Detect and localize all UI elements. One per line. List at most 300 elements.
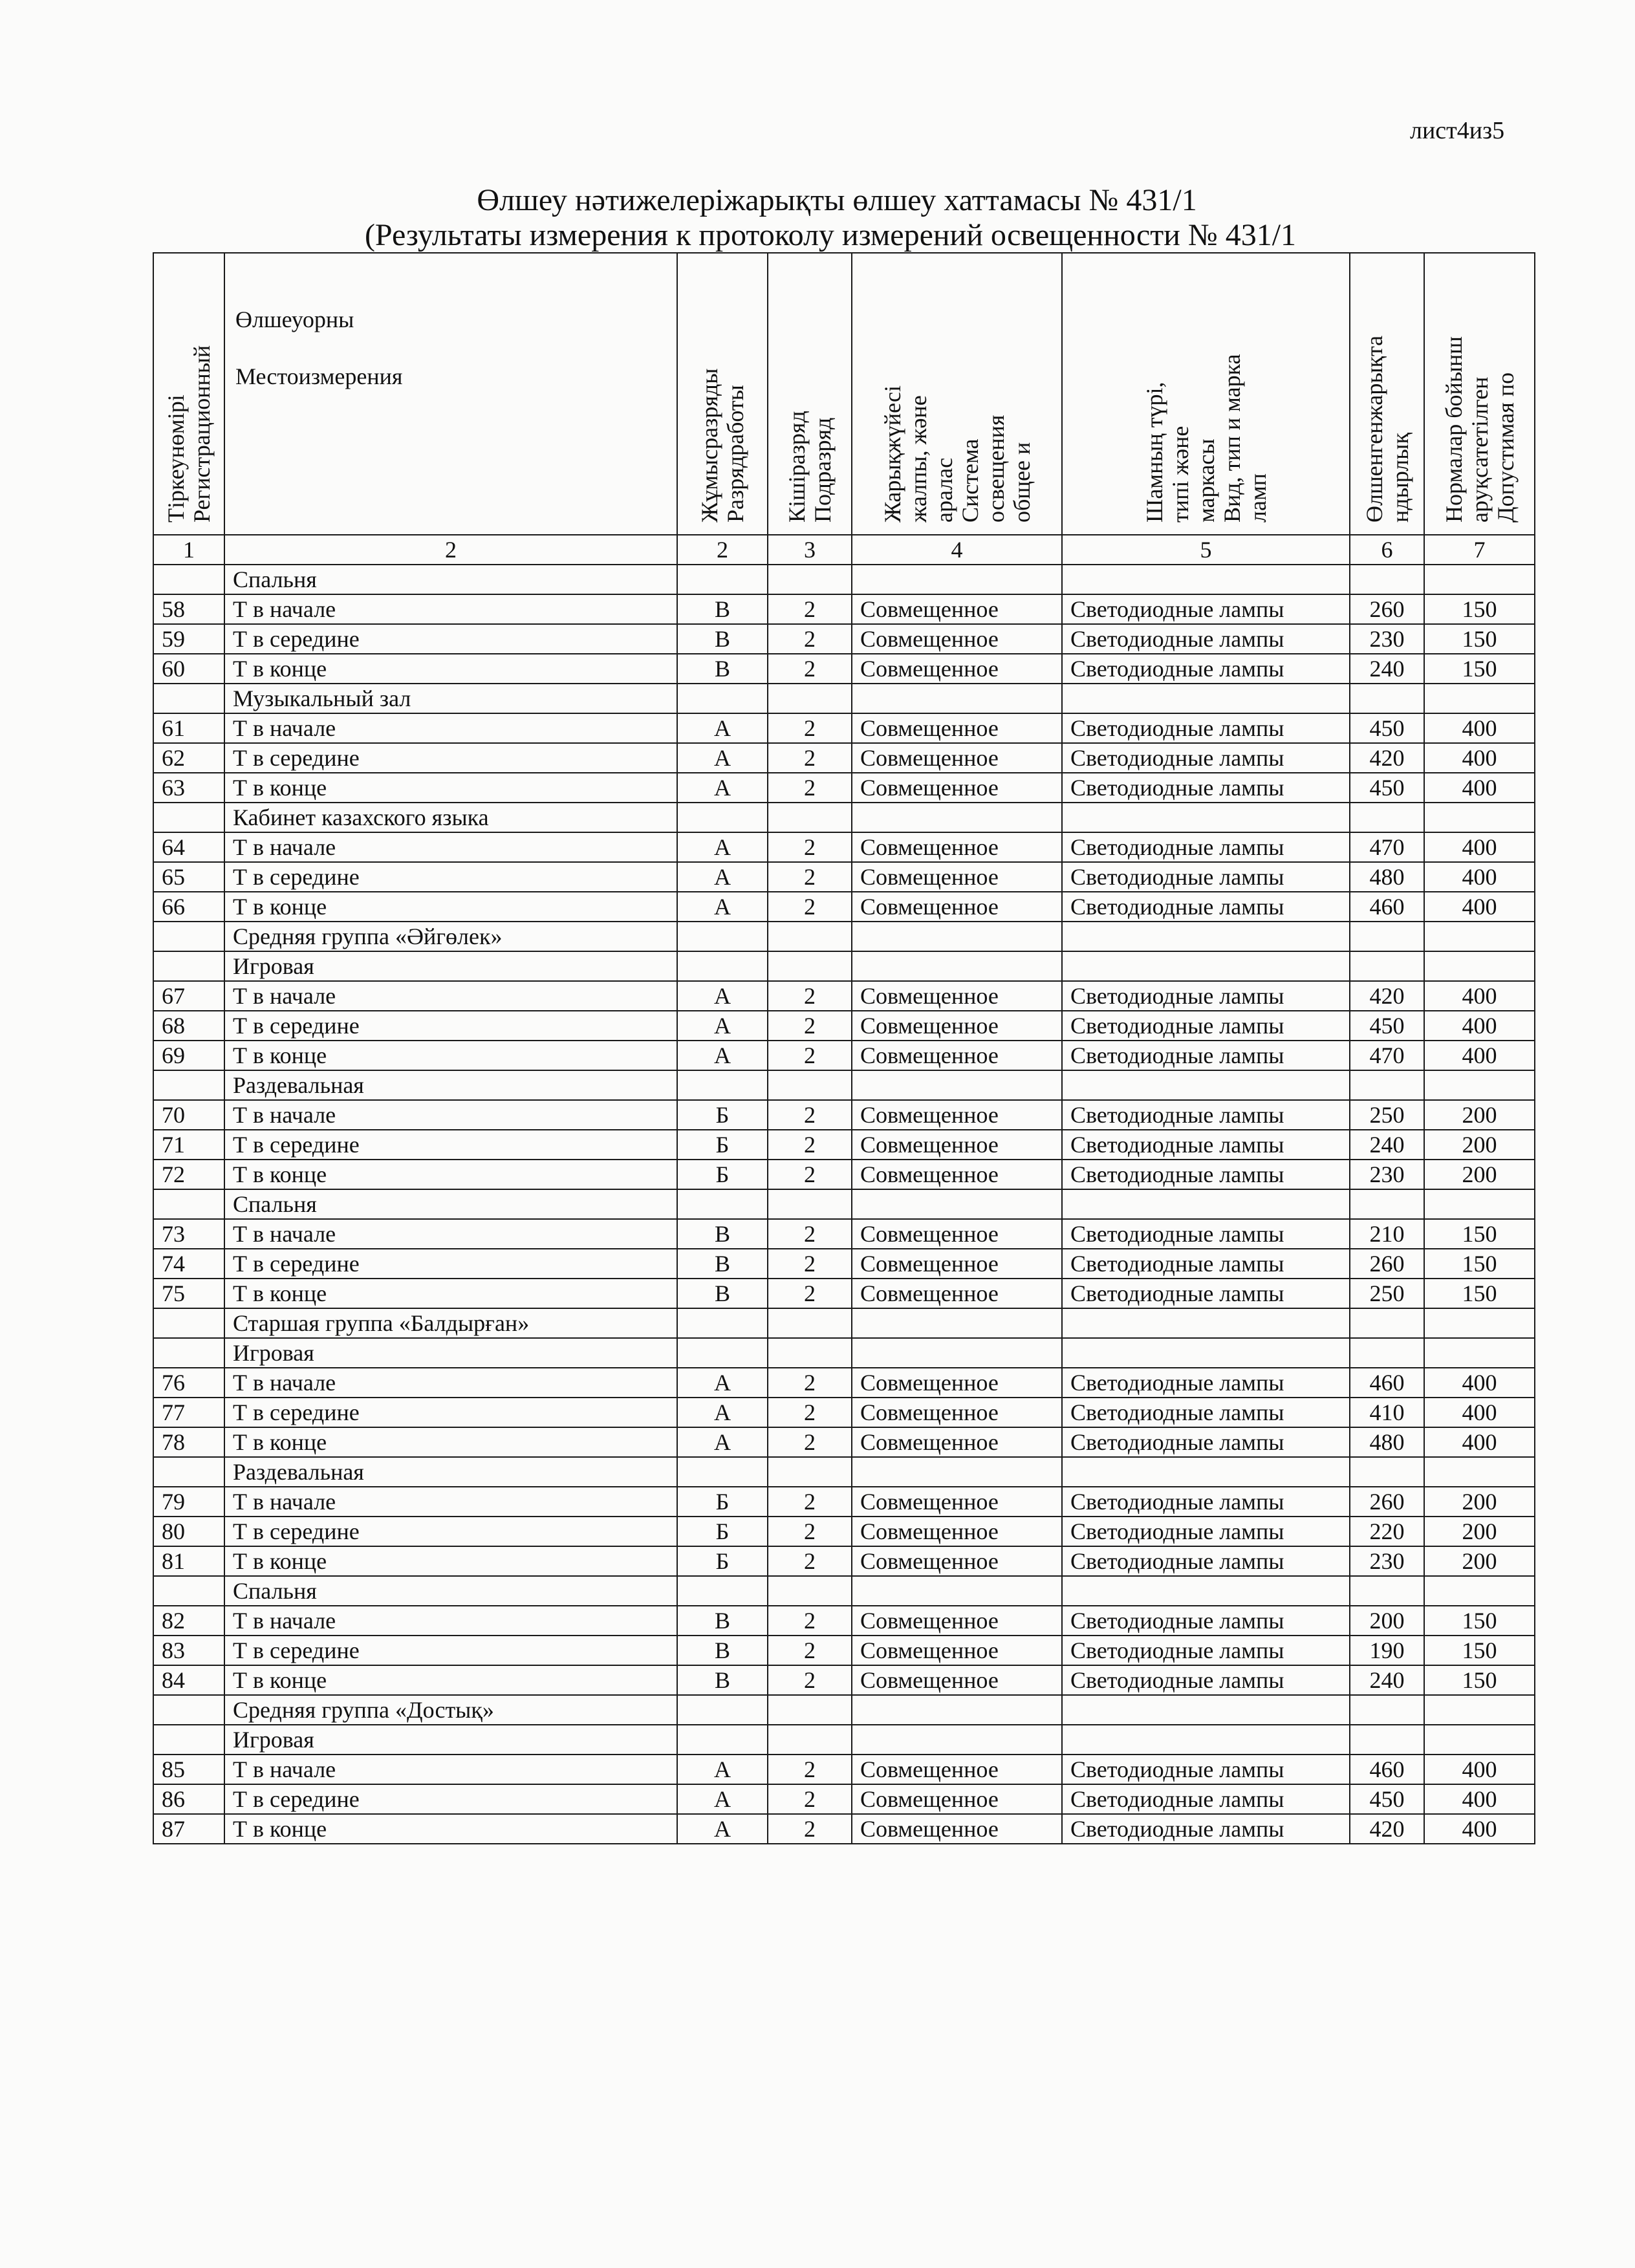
empty-cell bbox=[1350, 684, 1424, 713]
section-title: Раздевальная bbox=[224, 1070, 677, 1100]
empty-cell bbox=[153, 951, 224, 981]
work-category-cell: А bbox=[677, 832, 768, 862]
subcategory-cell: 2 bbox=[768, 1368, 852, 1398]
work-category-cell: В bbox=[677, 654, 768, 684]
reg-number-cell: 87 bbox=[153, 1814, 224, 1844]
empty-cell bbox=[1350, 1725, 1424, 1755]
table-row bbox=[153, 892, 1535, 922]
subcategory-cell: 2 bbox=[768, 1546, 852, 1576]
place-cell: Т в конце bbox=[224, 1546, 677, 1576]
norm-value-cell: 200 bbox=[1424, 1100, 1535, 1130]
measured-value-cell: 210 bbox=[1350, 1219, 1424, 1249]
empty-cell bbox=[768, 1695, 852, 1725]
place-cell: Т в начале bbox=[224, 1100, 677, 1130]
section-row bbox=[153, 922, 1535, 951]
empty-cell bbox=[768, 1576, 852, 1606]
empty-cell bbox=[1350, 951, 1424, 981]
empty-cell bbox=[1062, 1070, 1350, 1100]
reg-number-cell: 84 bbox=[153, 1665, 224, 1695]
section-row bbox=[153, 1189, 1535, 1219]
empty-cell bbox=[1350, 1308, 1424, 1338]
empty-cell bbox=[1424, 1457, 1535, 1487]
empty-cell bbox=[1062, 684, 1350, 713]
measured-value-cell: 450 bbox=[1350, 1011, 1424, 1041]
empty-cell bbox=[1350, 1338, 1424, 1368]
subcategory-cell: 2 bbox=[768, 981, 852, 1011]
measured-value-cell: 250 bbox=[1350, 1100, 1424, 1130]
place-cell: Т в начале bbox=[224, 713, 677, 743]
empty-cell bbox=[852, 1725, 1062, 1755]
lighting-system-cell: Совмещенное bbox=[852, 1160, 1062, 1189]
empty-cell bbox=[153, 565, 224, 594]
table-row bbox=[153, 1606, 1535, 1636]
norm-value-cell: 400 bbox=[1424, 862, 1535, 892]
lamp-type-cell: Светодиодные лампы bbox=[1062, 1814, 1350, 1844]
measured-value-cell: 240 bbox=[1350, 654, 1424, 684]
reg-number-cell: 81 bbox=[153, 1546, 224, 1576]
reg-number-cell: 65 bbox=[153, 862, 224, 892]
empty-cell bbox=[768, 951, 852, 981]
empty-cell bbox=[677, 1189, 768, 1219]
col-number: 5 bbox=[1062, 535, 1350, 565]
lamp-type-cell: Светодиодные лампы bbox=[1062, 1517, 1350, 1546]
table-row bbox=[153, 743, 1535, 773]
empty-cell bbox=[1424, 1576, 1535, 1606]
header-lighting-system: Жарықжүйесі жалпы, және аралас Система освещения общее и bbox=[852, 253, 1062, 535]
measured-value-cell: 260 bbox=[1350, 1249, 1424, 1279]
table-row bbox=[153, 624, 1535, 654]
subcategory-cell: 2 bbox=[768, 1517, 852, 1546]
place-cell: Т в середине bbox=[224, 1130, 677, 1160]
empty-cell bbox=[677, 1576, 768, 1606]
measured-value-cell: 230 bbox=[1350, 1160, 1424, 1189]
section-row bbox=[153, 1070, 1535, 1100]
norm-value-cell: 400 bbox=[1424, 1041, 1535, 1070]
section-title: Раздевальная bbox=[224, 1457, 677, 1487]
empty-cell bbox=[768, 922, 852, 951]
table-row bbox=[153, 654, 1535, 684]
empty-cell bbox=[1062, 1457, 1350, 1487]
work-category-cell: Б bbox=[677, 1517, 768, 1546]
empty-cell bbox=[677, 1725, 768, 1755]
reg-number-cell: 60 bbox=[153, 654, 224, 684]
empty-cell bbox=[768, 565, 852, 594]
empty-cell bbox=[768, 684, 852, 713]
empty-cell bbox=[153, 922, 224, 951]
lamp-type-cell: Светодиодные лампы bbox=[1062, 594, 1350, 624]
lighting-system-cell: Совмещенное bbox=[852, 1636, 1062, 1665]
lamp-type-cell: Светодиодные лампы bbox=[1062, 654, 1350, 684]
header-reg-number: Тіркеунөмірі Регистрационный bbox=[153, 253, 224, 535]
lamp-type-cell: Светодиодные лампы bbox=[1062, 832, 1350, 862]
empty-cell bbox=[852, 565, 1062, 594]
header-subcategory: Кішіразряд Подразряд bbox=[768, 253, 852, 535]
section-title: Спальня bbox=[224, 565, 677, 594]
measured-value-cell: 460 bbox=[1350, 892, 1424, 922]
table-row bbox=[153, 1517, 1535, 1546]
empty-cell bbox=[1424, 922, 1535, 951]
lamp-type-cell: Светодиодные лампы bbox=[1062, 1636, 1350, 1665]
col-number: 1 bbox=[153, 535, 224, 565]
empty-cell bbox=[768, 1725, 852, 1755]
place-cell: Т в конце bbox=[224, 1814, 677, 1844]
header-row bbox=[153, 253, 1535, 535]
place-cell: Т в начале bbox=[224, 1219, 677, 1249]
lamp-type-cell: Светодиодные лампы bbox=[1062, 981, 1350, 1011]
section-title: Средняя группа «Достық» bbox=[224, 1695, 677, 1725]
empty-cell bbox=[852, 1695, 1062, 1725]
empty-cell bbox=[852, 922, 1062, 951]
section-row bbox=[153, 1457, 1535, 1487]
lamp-type-cell: Светодиодные лампы bbox=[1062, 624, 1350, 654]
norm-value-cell: 400 bbox=[1424, 832, 1535, 862]
table-row bbox=[153, 1665, 1535, 1695]
norm-value-cell: 200 bbox=[1424, 1517, 1535, 1546]
empty-cell bbox=[153, 1189, 224, 1219]
measured-value-cell: 260 bbox=[1350, 594, 1424, 624]
norm-value-cell: 400 bbox=[1424, 743, 1535, 773]
place-cell: Т в середине bbox=[224, 624, 677, 654]
work-category-cell: Б bbox=[677, 1130, 768, 1160]
empty-cell bbox=[768, 1457, 852, 1487]
empty-cell bbox=[153, 1457, 224, 1487]
work-category-cell: А bbox=[677, 1041, 768, 1070]
table-row bbox=[153, 1130, 1535, 1160]
measured-value-cell: 480 bbox=[1350, 1427, 1424, 1457]
place-cell: Т в середине bbox=[224, 862, 677, 892]
work-category-cell: А bbox=[677, 862, 768, 892]
empty-cell bbox=[1424, 1725, 1535, 1755]
work-category-cell: В bbox=[677, 1636, 768, 1665]
norm-value-cell: 200 bbox=[1424, 1546, 1535, 1576]
empty-cell bbox=[677, 803, 768, 832]
work-category-cell: В bbox=[677, 624, 768, 654]
reg-number-cell: 77 bbox=[153, 1398, 224, 1427]
lighting-system-cell: Совмещенное bbox=[852, 1784, 1062, 1814]
subcategory-cell: 2 bbox=[768, 832, 852, 862]
reg-number-cell: 58 bbox=[153, 594, 224, 624]
measured-value-cell: 220 bbox=[1350, 1517, 1424, 1546]
lighting-system-cell: Совмещенное bbox=[852, 1487, 1062, 1517]
section-row bbox=[153, 1725, 1535, 1755]
work-category-cell: В bbox=[677, 1279, 768, 1308]
empty-cell bbox=[153, 1338, 224, 1368]
subcategory-cell: 2 bbox=[768, 1784, 852, 1814]
table-row bbox=[153, 1546, 1535, 1576]
lighting-system-cell: Совмещенное bbox=[852, 1100, 1062, 1130]
work-category-cell: А bbox=[677, 1784, 768, 1814]
norm-value-cell: 400 bbox=[1424, 1784, 1535, 1814]
col-number: 6 bbox=[1350, 535, 1424, 565]
section-row bbox=[153, 1338, 1535, 1368]
empty-cell bbox=[852, 1308, 1062, 1338]
table-row bbox=[153, 1636, 1535, 1665]
empty-cell bbox=[1062, 1338, 1350, 1368]
work-category-cell: А bbox=[677, 1368, 768, 1398]
table-row bbox=[153, 1784, 1535, 1814]
table-row bbox=[153, 832, 1535, 862]
reg-number-cell: 82 bbox=[153, 1606, 224, 1636]
work-category-cell: А bbox=[677, 773, 768, 803]
work-category-cell: В bbox=[677, 1665, 768, 1695]
place-cell: Т в начале bbox=[224, 594, 677, 624]
reg-number-cell: 71 bbox=[153, 1130, 224, 1160]
reg-number-cell: 74 bbox=[153, 1249, 224, 1279]
subcategory-cell: 2 bbox=[768, 862, 852, 892]
subcategory-cell: 2 bbox=[768, 892, 852, 922]
empty-cell bbox=[768, 1189, 852, 1219]
lamp-type-cell: Светодиодные лампы bbox=[1062, 1606, 1350, 1636]
lighting-system-cell: Совмещенное bbox=[852, 1041, 1062, 1070]
norm-value-cell: 150 bbox=[1424, 594, 1535, 624]
measured-value-cell: 450 bbox=[1350, 713, 1424, 743]
lighting-system-cell: Совмещенное bbox=[852, 713, 1062, 743]
empty-cell bbox=[768, 1308, 852, 1338]
lighting-system-cell: Совмещенное bbox=[852, 892, 1062, 922]
norm-value-cell: 400 bbox=[1424, 1368, 1535, 1398]
place-cell: Т в конце bbox=[224, 773, 677, 803]
empty-cell bbox=[677, 1457, 768, 1487]
empty-cell bbox=[852, 1070, 1062, 1100]
empty-cell bbox=[1062, 565, 1350, 594]
lighting-system-cell: Совмещенное bbox=[852, 1130, 1062, 1160]
reg-number-cell: 75 bbox=[153, 1279, 224, 1308]
norm-value-cell: 400 bbox=[1424, 1011, 1535, 1041]
lighting-system-cell: Совмещенное bbox=[852, 743, 1062, 773]
table-row bbox=[153, 981, 1535, 1011]
reg-number-cell: 64 bbox=[153, 832, 224, 862]
lamp-type-cell: Светодиодные лампы bbox=[1062, 1100, 1350, 1130]
lamp-type-cell: Светодиодные лампы bbox=[1062, 1427, 1350, 1457]
measured-value-cell: 460 bbox=[1350, 1368, 1424, 1398]
empty-cell bbox=[1350, 1457, 1424, 1487]
table-row bbox=[153, 1755, 1535, 1784]
lamp-type-cell: Светодиодные лампы bbox=[1062, 1219, 1350, 1249]
lighting-system-cell: Совмещенное bbox=[852, 1755, 1062, 1784]
norm-value-cell: 400 bbox=[1424, 1398, 1535, 1427]
section-row bbox=[153, 684, 1535, 713]
measured-value-cell: 230 bbox=[1350, 624, 1424, 654]
subcategory-cell: 2 bbox=[768, 1427, 852, 1457]
lighting-system-cell: Совмещенное bbox=[852, 773, 1062, 803]
table-body bbox=[153, 565, 1535, 1844]
empty-cell bbox=[1424, 1338, 1535, 1368]
norm-value-cell: 200 bbox=[1424, 1130, 1535, 1160]
lighting-system-cell: Совмещенное bbox=[852, 1398, 1062, 1427]
subcategory-cell: 2 bbox=[768, 773, 852, 803]
lamp-type-cell: Светодиодные лампы bbox=[1062, 1398, 1350, 1427]
norm-value-cell: 150 bbox=[1424, 1665, 1535, 1695]
empty-cell bbox=[153, 1070, 224, 1100]
place-cell: Т в начале bbox=[224, 832, 677, 862]
reg-number-cell: 80 bbox=[153, 1517, 224, 1546]
subcategory-cell: 2 bbox=[768, 1487, 852, 1517]
lamp-type-cell: Светодиодные лампы bbox=[1062, 743, 1350, 773]
title-russian: (Результаты измерения к протоколу измерений освещенности № 431/1 bbox=[364, 218, 1297, 252]
empty-cell bbox=[1062, 951, 1350, 981]
place-cell: Т в конце bbox=[224, 1279, 677, 1308]
table-row bbox=[153, 1814, 1535, 1844]
subcategory-cell: 2 bbox=[768, 1041, 852, 1070]
subcategory-cell: 2 bbox=[768, 1011, 852, 1041]
reg-number-cell: 85 bbox=[153, 1755, 224, 1784]
work-category-cell: А bbox=[677, 892, 768, 922]
norm-value-cell: 150 bbox=[1424, 1279, 1535, 1308]
work-category-cell: А bbox=[677, 713, 768, 743]
measured-value-cell: 240 bbox=[1350, 1665, 1424, 1695]
measured-value-cell: 190 bbox=[1350, 1636, 1424, 1665]
empty-cell bbox=[1350, 1576, 1424, 1606]
empty-cell bbox=[677, 1338, 768, 1368]
subcategory-cell: 2 bbox=[768, 624, 852, 654]
subcategory-cell: 2 bbox=[768, 1279, 852, 1308]
empty-cell bbox=[677, 565, 768, 594]
measured-value-cell: 450 bbox=[1350, 1784, 1424, 1814]
lighting-system-cell: Совмещенное bbox=[852, 1219, 1062, 1249]
subcategory-cell: 2 bbox=[768, 1219, 852, 1249]
lamp-type-cell: Светодиодные лампы bbox=[1062, 892, 1350, 922]
lamp-type-cell: Светодиодные лампы bbox=[1062, 1041, 1350, 1070]
measured-value-cell: 410 bbox=[1350, 1398, 1424, 1427]
measured-value-cell: 470 bbox=[1350, 1041, 1424, 1070]
empty-cell bbox=[1062, 1576, 1350, 1606]
empty-cell bbox=[1062, 1308, 1350, 1338]
lighting-system-cell: Совмещенное bbox=[852, 1249, 1062, 1279]
section-title: Спальня bbox=[224, 1576, 677, 1606]
header-work-category: Жұмысразряды Разрядработы bbox=[677, 253, 768, 535]
work-category-cell: А bbox=[677, 1398, 768, 1427]
norm-value-cell: 400 bbox=[1424, 1427, 1535, 1457]
subcategory-cell: 2 bbox=[768, 1130, 852, 1160]
place-cell: Т в начале bbox=[224, 1368, 677, 1398]
header-measured: Өлшенгенжарықта ндырлық bbox=[1350, 253, 1424, 535]
measured-value-cell: 450 bbox=[1350, 773, 1424, 803]
measured-value-cell: 480 bbox=[1350, 862, 1424, 892]
table-row bbox=[153, 1427, 1535, 1457]
section-title: Спальня bbox=[224, 1189, 677, 1219]
subcategory-cell: 2 bbox=[768, 1398, 852, 1427]
place-cell: Т в середине bbox=[224, 1249, 677, 1279]
empty-cell bbox=[852, 1338, 1062, 1368]
work-category-cell: Б bbox=[677, 1487, 768, 1517]
section-row bbox=[153, 951, 1535, 981]
empty-cell bbox=[1350, 1070, 1424, 1100]
empty-cell bbox=[1062, 803, 1350, 832]
empty-cell bbox=[852, 1576, 1062, 1606]
place-cell: Т в середине bbox=[224, 1398, 677, 1427]
table-row bbox=[153, 1160, 1535, 1189]
norm-value-cell: 400 bbox=[1424, 892, 1535, 922]
reg-number-cell: 78 bbox=[153, 1427, 224, 1457]
lighting-system-cell: Совмещенное bbox=[852, 594, 1062, 624]
header-norm: Нормалар бойынш аруқсатетілген Допустимая по bbox=[1424, 253, 1535, 535]
empty-cell bbox=[153, 684, 224, 713]
empty-cell bbox=[1350, 1189, 1424, 1219]
measured-value-cell: 240 bbox=[1350, 1130, 1424, 1160]
norm-value-cell: 400 bbox=[1424, 1814, 1535, 1844]
section-row bbox=[153, 803, 1535, 832]
table-row bbox=[153, 1219, 1535, 1249]
lighting-system-cell: Совмещенное bbox=[852, 1814, 1062, 1844]
lighting-system-cell: Совмещенное bbox=[852, 654, 1062, 684]
table-row bbox=[153, 862, 1535, 892]
measured-value-cell: 250 bbox=[1350, 1279, 1424, 1308]
section-title: Средняя группа «Әйгөлек» bbox=[224, 922, 677, 951]
section-row bbox=[153, 1308, 1535, 1338]
reg-number-cell: 67 bbox=[153, 981, 224, 1011]
measured-value-cell: 260 bbox=[1350, 1487, 1424, 1517]
table-row bbox=[153, 1398, 1535, 1427]
empty-cell bbox=[677, 684, 768, 713]
lamp-type-cell: Светодиодные лампы bbox=[1062, 1755, 1350, 1784]
subcategory-cell: 2 bbox=[768, 1249, 852, 1279]
empty-cell bbox=[1350, 803, 1424, 832]
place-cell: Т в конце bbox=[224, 1665, 677, 1695]
table-row bbox=[153, 1368, 1535, 1398]
measured-value-cell: 420 bbox=[1350, 743, 1424, 773]
reg-number-cell: 86 bbox=[153, 1784, 224, 1814]
lamp-type-cell: Светодиодные лампы bbox=[1062, 1546, 1350, 1576]
empty-cell bbox=[1424, 951, 1535, 981]
lamp-type-cell: Светодиодные лампы bbox=[1062, 1279, 1350, 1308]
section-row bbox=[153, 1576, 1535, 1606]
empty-cell bbox=[153, 1576, 224, 1606]
measured-value-cell: 420 bbox=[1350, 1814, 1424, 1844]
lighting-system-cell: Совмещенное bbox=[852, 1368, 1062, 1398]
table-row bbox=[153, 1100, 1535, 1130]
work-category-cell: А bbox=[677, 1814, 768, 1844]
norm-value-cell: 400 bbox=[1424, 773, 1535, 803]
reg-number-cell: 70 bbox=[153, 1100, 224, 1130]
reg-number-cell: 83 bbox=[153, 1636, 224, 1665]
empty-cell bbox=[768, 1070, 852, 1100]
empty-cell bbox=[1062, 922, 1350, 951]
lamp-type-cell: Светодиодные лампы bbox=[1062, 773, 1350, 803]
table-row bbox=[153, 1041, 1535, 1070]
col-number: 3 bbox=[768, 535, 852, 565]
measured-value-cell: 420 bbox=[1350, 981, 1424, 1011]
empty-cell bbox=[1350, 1695, 1424, 1725]
place-cell: Т в начале bbox=[224, 1606, 677, 1636]
table-row bbox=[153, 713, 1535, 743]
lighting-system-cell: Совмещенное bbox=[852, 624, 1062, 654]
norm-value-cell: 200 bbox=[1424, 1160, 1535, 1189]
empty-cell bbox=[852, 1457, 1062, 1487]
empty-cell bbox=[677, 1695, 768, 1725]
empty-cell bbox=[677, 1070, 768, 1100]
col-number: 2 bbox=[224, 535, 677, 565]
norm-value-cell: 150 bbox=[1424, 1219, 1535, 1249]
lamp-type-cell: Светодиодные лампы bbox=[1062, 862, 1350, 892]
reg-number-cell: 79 bbox=[153, 1487, 224, 1517]
table-row bbox=[153, 1279, 1535, 1308]
title-kazakh: Өлшеу нәтижелеріжарықты өлшеу хаттамасы № 431/1 bbox=[477, 183, 1197, 217]
subcategory-cell: 2 bbox=[768, 713, 852, 743]
work-category-cell: А bbox=[677, 1755, 768, 1784]
norm-value-cell: 150 bbox=[1424, 654, 1535, 684]
norm-value-cell: 150 bbox=[1424, 1249, 1535, 1279]
empty-cell bbox=[153, 1308, 224, 1338]
lighting-system-cell: Совмещенное bbox=[852, 1517, 1062, 1546]
empty-cell bbox=[1350, 565, 1424, 594]
work-category-cell: Б bbox=[677, 1100, 768, 1130]
empty-cell bbox=[677, 922, 768, 951]
work-category-cell: В bbox=[677, 1606, 768, 1636]
work-category-cell: А bbox=[677, 743, 768, 773]
empty-cell bbox=[1062, 1189, 1350, 1219]
section-title: Игровая bbox=[224, 1338, 677, 1368]
lamp-type-cell: Светодиодные лампы bbox=[1062, 1665, 1350, 1695]
